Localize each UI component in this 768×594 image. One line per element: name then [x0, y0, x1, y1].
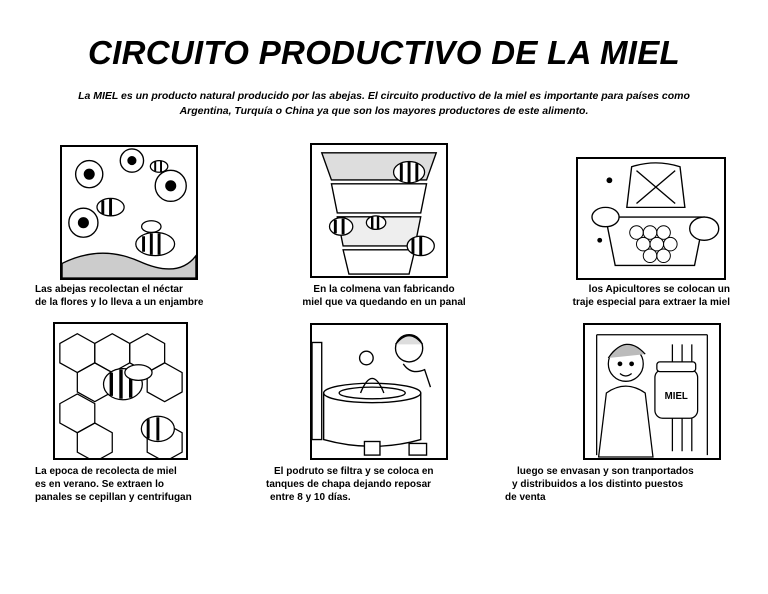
step-4-caption: La epoca de recolecta de miel es en verano. Se extraen lo panales se cepillan y centrifugan [35, 466, 192, 503]
intro-paragraph [24, 89, 744, 119]
intro-line-2: Argentina, Turquía o China ya que son los mayores productores de este alimento. [179, 105, 589, 117]
step-6-illustration [583, 323, 721, 460]
step-3-illustration [576, 157, 726, 280]
beekeeper-honeycomb-icon [578, 159, 724, 278]
step-1-caption: Las abejas recolectan el néctar de la flores y lo lleva a un enjambre [35, 284, 204, 308]
step-5-illustration [310, 323, 448, 460]
step-5-caption: El podruto se filtra y se coloca en tanques de chapa dejando reposar entre 8 y 10 días. [266, 466, 434, 503]
jar-label: MIEL [664, 390, 688, 402]
step-2-illustration [310, 143, 448, 278]
step-6-caption: luego se envasan y son tranportados y distribuidos a los distinto puestos de venta [505, 466, 694, 503]
bees-flowers-icon [62, 147, 196, 278]
intro-line-1: La MIEL es un producto natural producido por las abejas. El circuito productivo de la miel es importante para países como [78, 90, 690, 102]
step-1-illustration [60, 145, 198, 280]
page-title: CIRCUITO PRODUCTIVO DE LA MIEL [87, 34, 680, 71]
honey-tank-worker-icon [312, 325, 446, 458]
step-2-caption: En la colmena van fabricando miel que va quedando en un panal [302, 284, 466, 308]
step-3-caption: los Apicultores se colocan un traje especial para extraer la miel [572, 284, 730, 308]
beehive-bees-icon [312, 145, 446, 276]
honeycomb-bees-icon [55, 324, 186, 458]
boy-honey-jar-icon [585, 325, 719, 458]
step-4-illustration [53, 322, 188, 460]
